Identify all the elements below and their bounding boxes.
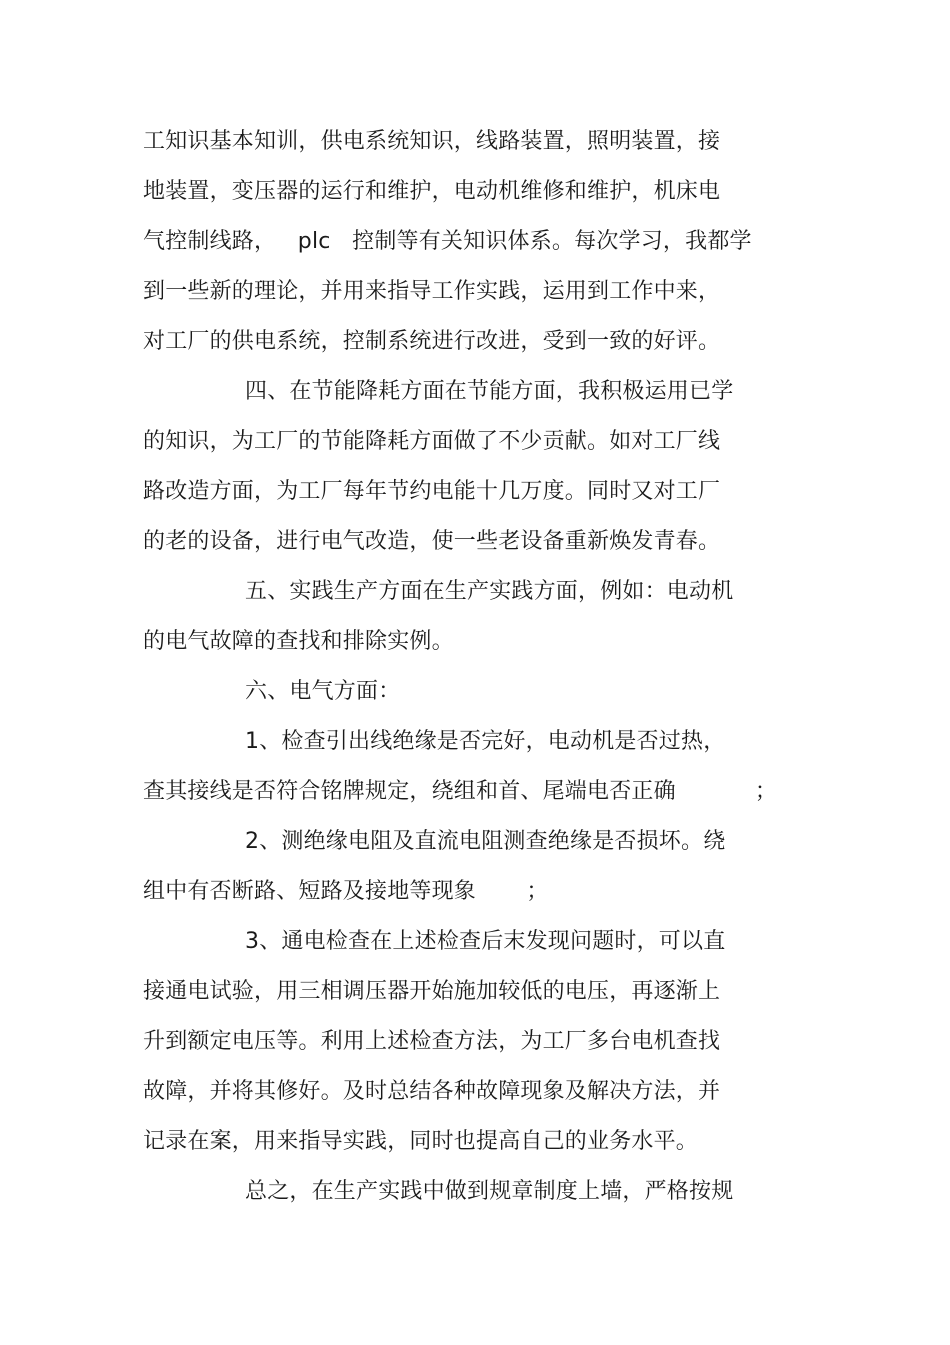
section-heading: 六、电气方面： (245, 679, 401, 704)
text-line: 组中有否断路、短路及接地等现象 ； (143, 879, 549, 904)
text-line: 路改造方面，为工厂每年节约电能十几万度。同时又对工厂 (143, 479, 721, 504)
text-line: 升到额定电压等。利用上述检查方法，为工厂多台电机查找 (143, 1029, 721, 1054)
text-line: 的知识，为工厂的节能降耗方面做了不少贡献。如对工厂线 (143, 429, 721, 454)
text-line: 工知识基本知训，供电系统知识，线路装置，照明装置，接 (143, 129, 721, 154)
text-line: 接通电试验，用三相调压器开始施加较低的电压，再逐渐上 (143, 979, 721, 1004)
text-line: 的老的设备，进行电气改造，使一些老设备重新焕发青春。 (143, 529, 721, 554)
list-item: 3、通电检查在上述检查后末发现问题时，可以直 (245, 929, 726, 954)
text-line: 的电气故障的查找和排除实例。 (143, 629, 454, 654)
paragraph-heading: 四、在节能降耗方面在节能方面，我积极运用已学 (245, 379, 734, 404)
text-line: 对工厂的供电系统，控制系统进行改进，受到一致的好评。 (143, 329, 721, 354)
text-line: 故障，并将其修好。及时总结各种故障现象及解决方法，并 (143, 1079, 721, 1104)
list-item: 1、检查引出线绝缘是否完好，电动机是否过热， (245, 729, 726, 754)
text-line: 记录在案，用来指导实践，同时也提高自己的业务水平。 (143, 1129, 699, 1154)
text-line: 气控制线路， plc 控制等有关知识体系。每次学习，我都学 (143, 229, 752, 254)
text-line: 到一些新的理论，并用来指导工作实践，运用到工作中来， (143, 279, 721, 304)
paragraph-heading: 总之，在生产实践中做到规章制度上墙，严格按规 (245, 1179, 734, 1204)
text-line: 地装置，变压器的运行和维护，电动机维修和维护，机床电 (143, 179, 721, 204)
paragraph-heading: 五、实践生产方面在生产实践方面，例如：电动机 (245, 579, 734, 604)
text-line: 查其接线是否符合铭牌规定，绕组和首、尾端电否正确 ； (143, 779, 778, 804)
list-item: 2、测绝缘电阻及直流电阻测查绝缘是否损坏。绕 (245, 829, 726, 854)
